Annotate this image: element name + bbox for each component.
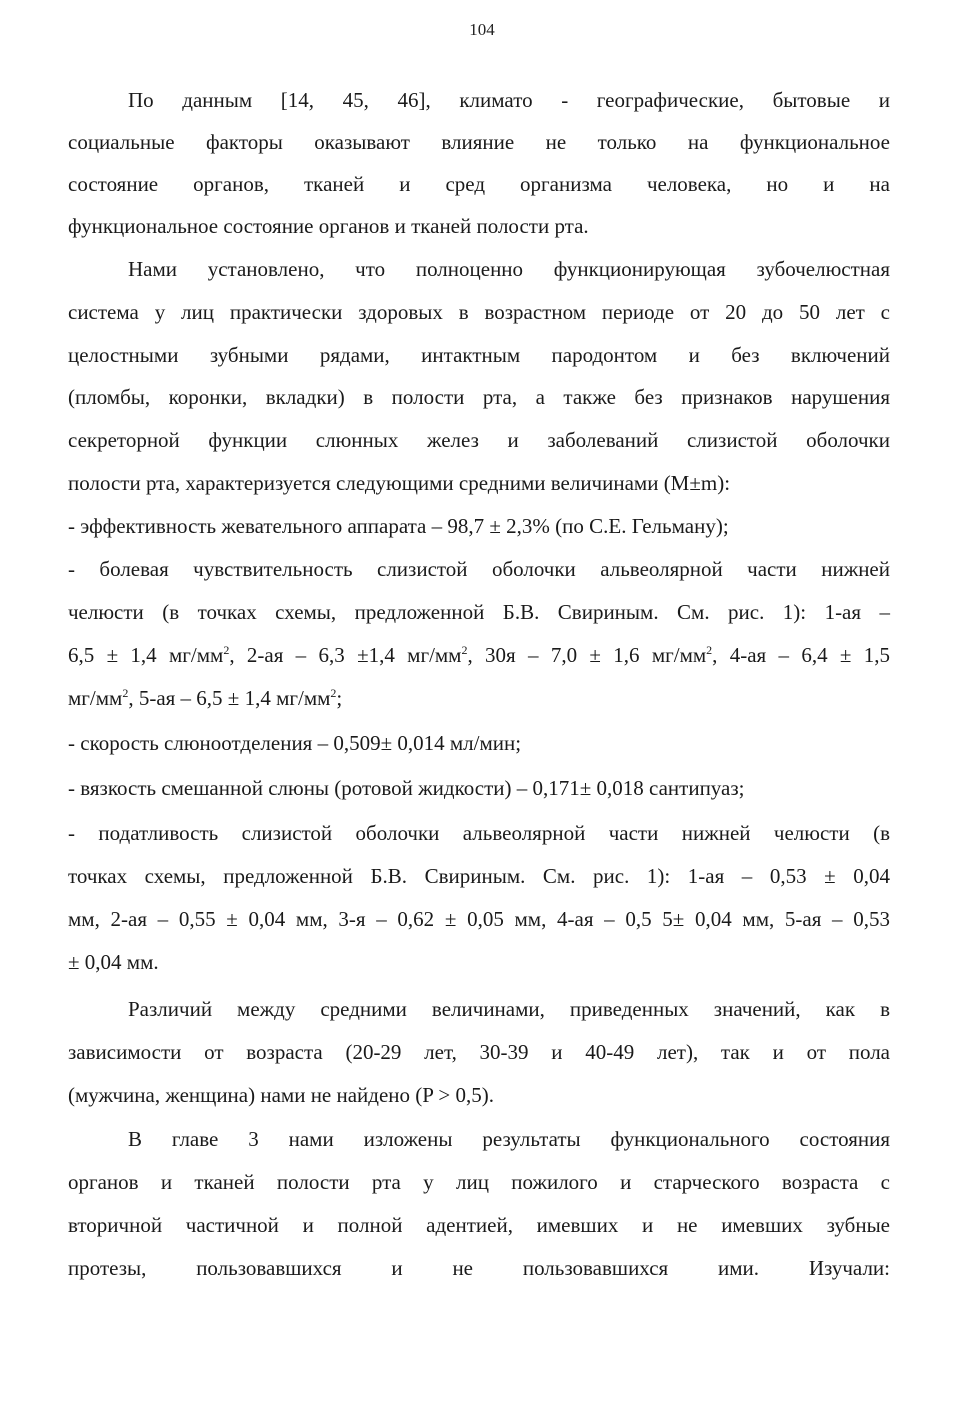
list-item-line: челюсти (в точках схемы, предложенной Б.В. Свириным. См. рис. 1): 1-ая –	[68, 600, 890, 624]
paragraph-line: целостными зубными рядами, интактным пародонтом и без включений	[68, 343, 890, 367]
paragraph-line: секреторной функции слюнных желез и заболеваний слизистой оболочки	[68, 428, 890, 452]
list-item-line	[68, 686, 890, 711]
paragraph-line: органов и тканей полости рта у лиц пожилого и старческого возраста с	[68, 1170, 890, 1194]
text-run: мг/мм	[68, 686, 123, 710]
paragraph-line: (мужчина, женщина) нами не найдено (P > 0,5).	[68, 1083, 495, 1107]
paragraph-line: система у лиц практически здоровых в возрастном периоде от 20 до 50 лет с	[68, 300, 890, 324]
list-item-line: - болевая чувствительность слизистой оболочки альвеолярной части нижней	[68, 557, 890, 581]
text-run: ;	[336, 686, 343, 710]
paragraph-line: По данным [14, 45, 46], климато - географические, бытовые и	[128, 88, 890, 112]
text-run: , 4-ая – 6,4 ± 1,5	[712, 643, 891, 667]
list-item-line: мм, 2-ая – 0,55 ± 0,04 мм, 3-я – 0,62 ± 0,05 мм, 4-ая – 0,5 5± 0,04 мм, 5-ая – 0,53	[68, 907, 890, 931]
superscript: 2	[122, 686, 129, 700]
paragraph-line: Нами установлено, что полноценно функционирующая зубочелюстная	[128, 257, 890, 281]
page-number: 104	[469, 20, 495, 39]
paragraph-line: (пломбы, коронки, вкладки) в полости рта, а также без признаков нарушения	[68, 385, 890, 409]
list-item-line: ± 0,04 мм.	[68, 950, 159, 974]
list-item: - вязкость смешанной слюны (ротовой жидкости) – 0,171± 0,018 сантипуаз;	[68, 776, 745, 800]
paragraph-line: протезы, пользовавшихся и не пользовавшихся ими. Изучали:	[68, 1256, 890, 1280]
paragraph-line: В главе 3 нами изложены результаты функционального состояния	[128, 1127, 890, 1151]
list-item-line: - податливость слизистой оболочки альвеолярной части нижней челюсти (в	[68, 821, 890, 845]
superscript: 2	[461, 643, 468, 657]
text-run: 6,5 ± 1,4 мг/мм	[68, 643, 224, 667]
paragraph-line: вторичной частичной и полной адентией, имевших и не имевших зубные	[68, 1213, 890, 1237]
list-item: - скорость слюноотделения – 0,509± 0,014 мл/мин;	[68, 731, 522, 755]
text-run: , 2-ая – 6,3 ±1,4 мг/мм	[229, 643, 462, 667]
list-item-line	[68, 643, 890, 668]
list-item: - эффективность жевательного аппарата – 98,7 ± 2,3% (по С.Е. Гельману);	[68, 514, 729, 538]
paragraph-line: Различий между средними величинами, приведенных значений, как в	[128, 997, 890, 1021]
text-run: , 5-ая – 6,5 ± 1,4 мг/мм	[128, 686, 331, 710]
paragraph-line: социальные факторы оказывают влияние не только на функциональное	[68, 130, 890, 154]
superscript: 2	[706, 643, 713, 657]
paragraph-line: состояние органов, тканей и сред организма человека, но и на	[68, 172, 890, 196]
superscript: 2	[223, 643, 230, 657]
paragraph-line: функциональное состояние органов и тканей полости рта.	[68, 214, 589, 238]
paragraph-line: полости рта, характеризуется следующими средними величинами (M±m):	[68, 471, 731, 495]
paragraph-line: зависимости от возраста (20-29 лет, 30-39 и 40-49 лет), так и от пола	[68, 1040, 890, 1064]
superscript: 2	[330, 686, 337, 700]
text-run: , 30я – 7,0 ± 1,6 мг/мм	[467, 643, 707, 667]
list-item-line: точках схемы, предложенной Б.В. Свириным. См. рис. 1): 1-ая – 0,53 ± 0,04	[68, 864, 890, 888]
